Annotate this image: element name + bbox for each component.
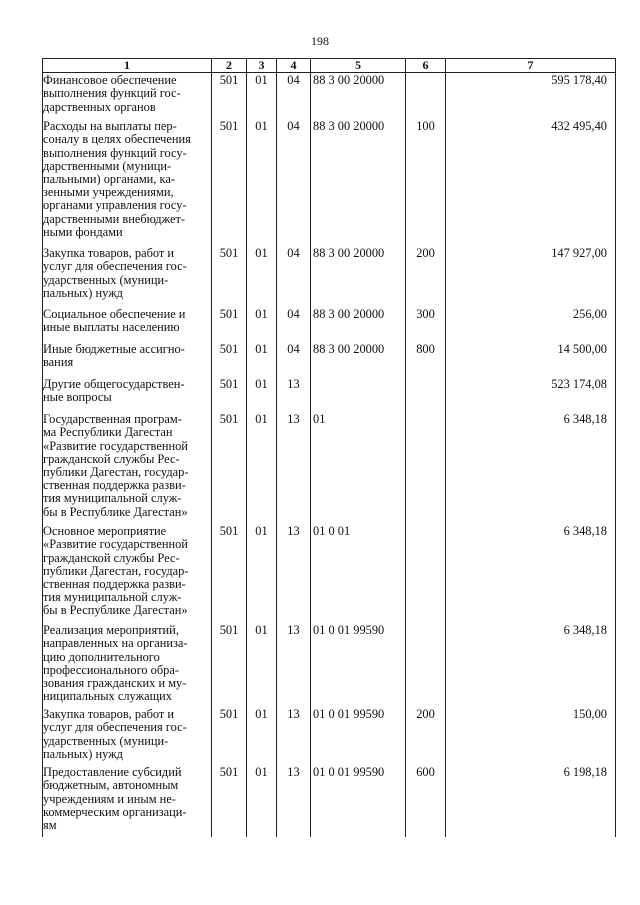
row-name-line: ные вопросы xyxy=(43,390,112,405)
row-name-line: Предоставление субсидий xyxy=(43,765,182,780)
table-row xyxy=(43,412,616,524)
row-name-line: иные выплаты населению xyxy=(43,320,180,335)
row-target-article-code: 01 0 01 99590 xyxy=(311,765,406,837)
table-row xyxy=(43,765,616,837)
row-name-line: ниципальных служащих xyxy=(43,689,172,704)
row-amount: 523 174,08 xyxy=(446,377,616,412)
row-section-code: 01 xyxy=(247,623,277,707)
row-target-article-code: 01 xyxy=(311,412,406,524)
row-name-line: ственная поддержка разви- xyxy=(43,577,186,592)
row-expense-type-code: 200 xyxy=(406,246,446,307)
row-section-code: 01 xyxy=(247,412,277,524)
table-row xyxy=(43,246,616,307)
row-ministry-code: 501 xyxy=(212,307,247,342)
row-section-code: 01 xyxy=(247,342,277,377)
row-name-line: Расходы на выплаты пер- xyxy=(43,119,177,134)
row-target-article-code: 88 3 00 20000 xyxy=(311,119,406,246)
row-name-cell xyxy=(43,246,212,307)
row-name-line: зенными учреждениями, xyxy=(43,185,174,200)
row-ministry-code: 501 xyxy=(212,524,247,623)
row-name-cell xyxy=(43,623,212,707)
row-name-line: тия муниципальной служ- xyxy=(43,590,182,605)
row-name-line: ударственных (муници- xyxy=(43,733,169,748)
row-subsection-code: 04 xyxy=(277,246,311,307)
row-name-line: ными фондами xyxy=(43,224,123,239)
row-subsection-code: 13 xyxy=(277,765,311,837)
row-ministry-code: 501 xyxy=(212,623,247,707)
table-row xyxy=(43,524,616,623)
row-name-line: пальных) нужд xyxy=(43,285,123,300)
row-name-cell xyxy=(43,377,212,412)
row-name-line: ственная поддержка разви- xyxy=(43,478,186,493)
header-col-5: 5 xyxy=(311,59,406,73)
row-target-article-code: 88 3 00 20000 xyxy=(311,307,406,342)
row-ministry-code: 501 xyxy=(212,412,247,524)
row-name-line: Финансовое обеспечение xyxy=(43,73,177,88)
row-target-article-code: 01 0 01 99590 xyxy=(311,707,406,765)
row-name-line: Иные бюджетные ассигно- xyxy=(43,342,185,357)
row-amount: 6 348,18 xyxy=(446,623,616,707)
row-name-line: пальными) органами, ка- xyxy=(43,172,175,187)
row-target-article-code xyxy=(311,377,406,412)
row-expense-type-code xyxy=(406,377,446,412)
row-name-cell xyxy=(43,707,212,765)
row-name-line: зования гражданских и му- xyxy=(43,676,187,691)
row-amount: 256,00 xyxy=(446,307,616,342)
row-expense-type-code: 200 xyxy=(406,707,446,765)
row-name-line: цию дополнительного xyxy=(43,649,160,664)
row-name-line: Социальное обеспечение и xyxy=(43,307,186,322)
row-expense-type-code: 800 xyxy=(406,342,446,377)
row-name-line: бюджетным, автономным xyxy=(43,778,179,793)
row-ministry-code: 501 xyxy=(212,377,247,412)
row-name-line: коммерческим организаци- xyxy=(43,804,187,819)
row-ministry-code: 501 xyxy=(212,73,247,120)
row-expense-type-code xyxy=(406,623,446,707)
row-name-line: бы в Республике Дагестан» xyxy=(43,504,188,519)
row-name-line: ям xyxy=(43,818,57,833)
row-section-code: 01 xyxy=(247,707,277,765)
row-name-line: выполнения функций госу- xyxy=(43,145,187,160)
row-amount: 432 495,40 xyxy=(446,119,616,246)
row-target-article-code: 88 3 00 20000 xyxy=(311,246,406,307)
row-ministry-code: 501 xyxy=(212,246,247,307)
row-section-code: 01 xyxy=(247,377,277,412)
row-amount: 6 348,18 xyxy=(446,524,616,623)
table-row xyxy=(43,342,616,377)
row-name-line: ударственных (муници- xyxy=(43,272,169,287)
row-name-line: Государственная програм- xyxy=(43,412,182,427)
row-target-article-code: 88 3 00 20000 xyxy=(311,73,406,120)
row-section-code: 01 xyxy=(247,73,277,120)
row-subsection-code: 13 xyxy=(277,623,311,707)
row-subsection-code: 04 xyxy=(277,73,311,120)
row-name-line: публики Дагестан, государ- xyxy=(43,563,189,578)
row-name-cell xyxy=(43,412,212,524)
row-amount: 595 178,40 xyxy=(446,73,616,120)
row-amount: 6 348,18 xyxy=(446,412,616,524)
row-name-line: органами управления госу- xyxy=(43,198,187,213)
row-expense-type-code xyxy=(406,524,446,623)
row-expense-type-code xyxy=(406,73,446,120)
row-name-cell xyxy=(43,307,212,342)
row-name-line: ма Республики Дагестан xyxy=(43,425,173,440)
row-expense-type-code: 300 xyxy=(406,307,446,342)
row-subsection-code: 04 xyxy=(277,119,311,246)
row-ministry-code: 501 xyxy=(212,119,247,246)
header-col-2: 2 xyxy=(212,59,247,73)
row-section-code: 01 xyxy=(247,765,277,837)
table-row xyxy=(43,707,616,765)
row-target-article-code: 01 0 01 99590 xyxy=(311,623,406,707)
row-name-line: выполнения функций гос- xyxy=(43,86,181,101)
row-name-line: гражданской службы Рес- xyxy=(43,550,180,565)
row-section-code: 01 xyxy=(247,524,277,623)
header-col-7: 7 xyxy=(446,59,616,73)
row-target-article-code: 88 3 00 20000 xyxy=(311,342,406,377)
row-section-code: 01 xyxy=(247,246,277,307)
table-row xyxy=(43,73,616,120)
row-name-cell xyxy=(43,342,212,377)
row-name-line: тия муниципальной служ- xyxy=(43,491,182,506)
header-col-3: 3 xyxy=(247,59,277,73)
row-name-cell xyxy=(43,119,212,246)
row-subsection-code: 13 xyxy=(277,707,311,765)
row-name-line: соналу в целях обеспечения xyxy=(43,132,191,147)
table-row xyxy=(43,623,616,707)
row-subsection-code: 04 xyxy=(277,307,311,342)
header-col-1: 1 xyxy=(43,59,212,73)
row-name-cell xyxy=(43,73,212,120)
table-row xyxy=(43,307,616,342)
row-name-line: «Развитие государственной xyxy=(43,537,188,552)
row-name-line: Закупка товаров, работ и xyxy=(43,707,175,722)
row-subsection-code: 13 xyxy=(277,524,311,623)
table-row xyxy=(43,377,616,412)
row-section-code: 01 xyxy=(247,119,277,246)
row-name-line: услуг для обеспечения гос- xyxy=(43,720,187,735)
row-ministry-code: 501 xyxy=(212,342,247,377)
row-amount: 14 500,00 xyxy=(446,342,616,377)
header-row xyxy=(43,59,616,73)
row-name-line: услуг для обеспечения гос- xyxy=(43,259,187,274)
row-name-line: Основное мероприятие xyxy=(43,524,167,539)
row-name-line: вания xyxy=(43,355,74,370)
row-ministry-code: 501 xyxy=(212,765,247,837)
row-expense-type-code: 600 xyxy=(406,765,446,837)
row-name-line: Закупка товаров, работ и xyxy=(43,246,175,261)
row-name-line: гражданской службы Рес- xyxy=(43,451,180,466)
row-name-line: дарственных органов xyxy=(43,99,156,114)
row-name-cell xyxy=(43,765,212,837)
row-amount: 147 927,00 xyxy=(446,246,616,307)
row-name-line: профессионального обра- xyxy=(43,662,179,677)
row-expense-type-code: 100 xyxy=(406,119,446,246)
row-section-code: 01 xyxy=(247,307,277,342)
row-amount: 6 198,18 xyxy=(446,765,616,837)
row-ministry-code: 501 xyxy=(212,707,247,765)
row-name-line: «Развитие государственной xyxy=(43,438,188,453)
row-name-line: направленных на организа- xyxy=(43,636,188,651)
row-name-line: Другие общегосударствен- xyxy=(43,377,185,392)
row-name-line: бы в Республике Дагестан» xyxy=(43,603,188,618)
table-row xyxy=(43,119,616,246)
row-name-line: пальных) нужд xyxy=(43,746,123,761)
row-name-line: дарственными внебюджет- xyxy=(43,211,186,226)
budget-table xyxy=(42,58,616,837)
header-col-6: 6 xyxy=(406,59,446,73)
row-subsection-code: 04 xyxy=(277,342,311,377)
row-expense-type-code xyxy=(406,412,446,524)
row-subsection-code: 13 xyxy=(277,377,311,412)
page-number: 198 xyxy=(311,34,329,48)
row-name-line: дарственными (муници- xyxy=(43,158,172,173)
row-amount: 150,00 xyxy=(446,707,616,765)
table-body xyxy=(43,73,616,838)
row-subsection-code: 13 xyxy=(277,412,311,524)
row-target-article-code: 01 0 01 xyxy=(311,524,406,623)
row-name-cell xyxy=(43,524,212,623)
row-name-line: публики Дагестан, государ- xyxy=(43,465,189,480)
header-col-4: 4 xyxy=(277,59,311,73)
row-name-line: учреждениям и иным не- xyxy=(43,791,176,806)
row-name-line: Реализация мероприятий, xyxy=(43,623,179,638)
